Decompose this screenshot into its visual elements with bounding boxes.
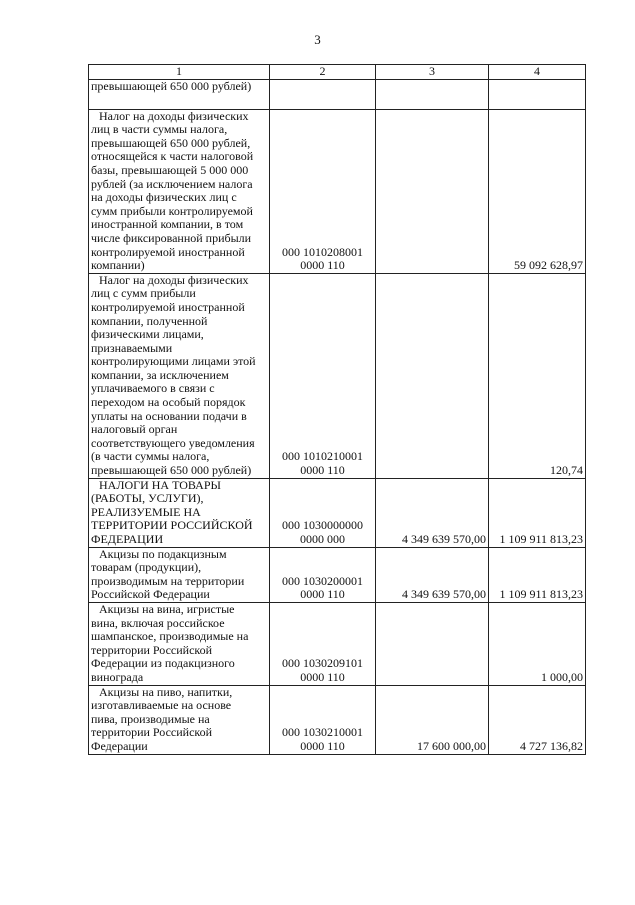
name-line: компании, за исключением bbox=[91, 367, 229, 382]
name-line: территории Российской bbox=[91, 642, 213, 657]
name-line: налоговый орган bbox=[91, 422, 178, 437]
name-line: переходом на особый порядок bbox=[91, 395, 246, 410]
table-row bbox=[89, 685, 586, 754]
name-line: рублей (за исключением налога bbox=[91, 176, 253, 191]
name-line: уплаты на основании подачи в bbox=[91, 408, 247, 423]
name-line: физическими лицами, bbox=[91, 327, 204, 342]
classification-code-cell bbox=[270, 109, 376, 273]
name-line: Федерации из подакцизного bbox=[91, 656, 235, 671]
name-line: изготавливаемые на основе bbox=[91, 698, 232, 713]
value-col-4: 1 109 911 813,23 bbox=[489, 478, 586, 547]
code-line: 0000 110 bbox=[300, 463, 345, 478]
name-line: контролируемой иностранной bbox=[91, 244, 245, 259]
revenue-name-cell bbox=[89, 478, 270, 547]
code-line: 000 1030000000 bbox=[282, 518, 363, 533]
name-line: товарам (продукции), bbox=[91, 560, 202, 575]
name-line: (РАБОТЫ, УСЛУГИ), bbox=[91, 491, 204, 506]
name-line: превышающей 650 000 рублей) bbox=[91, 79, 252, 93]
name-line: РЕАЛИЗУЕМЫЕ НА bbox=[91, 504, 201, 519]
column-number-header-row bbox=[89, 65, 586, 80]
table-row bbox=[89, 602, 586, 685]
name-line: Акцизы на пиво, напитки, bbox=[99, 685, 233, 699]
name-line: превышающей 650 000 рублей) bbox=[91, 463, 252, 478]
value-col-3 bbox=[376, 109, 489, 273]
name-line: лиц в части суммы налога, bbox=[91, 122, 228, 137]
name-line: лиц с сумм прибыли bbox=[91, 286, 196, 301]
revenue-name-cell bbox=[89, 109, 270, 273]
header-col-1: 1 bbox=[89, 65, 270, 80]
budget-revenue-table bbox=[88, 64, 586, 755]
name-line: иностранной компании, в том bbox=[91, 217, 244, 232]
name-line: Акцизы по подакцизным bbox=[99, 547, 227, 561]
page-number: 3 bbox=[314, 32, 321, 47]
name-line: числе фиксированной прибыли bbox=[91, 230, 252, 245]
classification-code-cell bbox=[270, 602, 376, 685]
name-line: вина, включая российское bbox=[91, 615, 225, 630]
value-col-4: 1 109 911 813,23 bbox=[489, 547, 586, 602]
code-line: 000 1010208001 bbox=[282, 244, 363, 259]
value-col-4 bbox=[489, 79, 586, 109]
revenue-name-cell bbox=[89, 547, 270, 602]
name-line: винограда bbox=[91, 669, 144, 684]
name-line: сумм прибыли контролируемой bbox=[91, 203, 253, 218]
name-line: (в части суммы налога, bbox=[91, 449, 210, 464]
name-line: базы, превышающей 5 000 000 bbox=[91, 162, 249, 177]
code-line: 000 1030210001 bbox=[282, 725, 363, 740]
value-col-4: 120,74 bbox=[489, 273, 586, 478]
code-line: 0000 110 bbox=[300, 258, 345, 273]
header-col-4: 4 bbox=[489, 65, 586, 80]
name-line: контролируемой иностранной bbox=[91, 299, 245, 314]
name-line: территории Российской bbox=[91, 725, 213, 740]
revenue-name-cell bbox=[89, 273, 270, 478]
name-line: ФЕДЕРАЦИИ bbox=[91, 532, 164, 546]
name-line: шампанское, производимые на bbox=[91, 629, 249, 644]
code-line: 000 1030209101 bbox=[282, 656, 363, 671]
name-line: производимым на территории bbox=[91, 573, 245, 588]
code-line: 0000 110 bbox=[300, 587, 345, 602]
name-line: ТЕРРИТОРИИ РОССИЙСКОЙ bbox=[91, 518, 253, 533]
classification-code-cell bbox=[270, 547, 376, 602]
name-line: относящейся к части налоговой bbox=[91, 149, 254, 164]
name-line: признаваемыми bbox=[91, 340, 173, 355]
code-line: 000 1010210001 bbox=[282, 449, 363, 464]
table-row bbox=[89, 273, 586, 478]
name-line: Налог на доходы физических bbox=[99, 273, 249, 287]
table-row bbox=[89, 79, 586, 109]
value-col-3 bbox=[376, 602, 489, 685]
value-col-4: 4 727 136,82 bbox=[489, 685, 586, 754]
classification-code-cell bbox=[270, 79, 376, 109]
name-line: контролирующими лицами этой bbox=[91, 354, 256, 369]
value-col-3 bbox=[376, 273, 489, 478]
classification-code-cell bbox=[270, 685, 376, 754]
revenue-name-cell bbox=[89, 79, 270, 109]
name-line: Российской Федерации bbox=[91, 587, 210, 602]
name-line: Федерации bbox=[91, 738, 148, 753]
name-line: НАЛОГИ НА ТОВАРЫ bbox=[99, 478, 221, 492]
name-line: на доходы физических лиц с bbox=[91, 190, 237, 205]
name-line: превышающей 650 000 рублей, bbox=[91, 135, 251, 150]
revenue-name-cell bbox=[89, 602, 270, 685]
table-row bbox=[89, 478, 586, 547]
classification-code-cell bbox=[270, 478, 376, 547]
code-line: 0000 110 bbox=[300, 738, 345, 753]
header-col-2: 2 bbox=[270, 65, 376, 80]
name-line: уплачиваемого в связи с bbox=[91, 381, 215, 396]
header-col-3: 3 bbox=[376, 65, 489, 80]
code-line: 000 1030200001 bbox=[282, 573, 363, 588]
code-line: 0000 000 bbox=[300, 532, 345, 546]
value-col-3 bbox=[376, 79, 489, 109]
table-row bbox=[89, 109, 586, 273]
code-line: 0000 110 bbox=[300, 669, 345, 684]
name-line: компании) bbox=[91, 258, 145, 273]
value-col-3: 4 349 639 570,00 bbox=[376, 547, 489, 602]
value-col-4: 1 000,00 bbox=[489, 602, 586, 685]
name-line: пива, производимые на bbox=[91, 711, 210, 726]
name-line: Акцизы на вина, игристые bbox=[99, 602, 235, 616]
value-col-3: 17 600 000,00 bbox=[376, 685, 489, 754]
revenue-name-cell bbox=[89, 685, 270, 754]
name-line: Налог на доходы физических bbox=[99, 109, 249, 123]
name-line: компании, полученной bbox=[91, 313, 208, 328]
classification-code-cell bbox=[270, 273, 376, 478]
name-line: соответствующего уведомления bbox=[91, 435, 255, 450]
value-col-3: 4 349 639 570,00 bbox=[376, 478, 489, 547]
table-row bbox=[89, 547, 586, 602]
value-col-4: 59 092 628,97 bbox=[489, 109, 586, 273]
